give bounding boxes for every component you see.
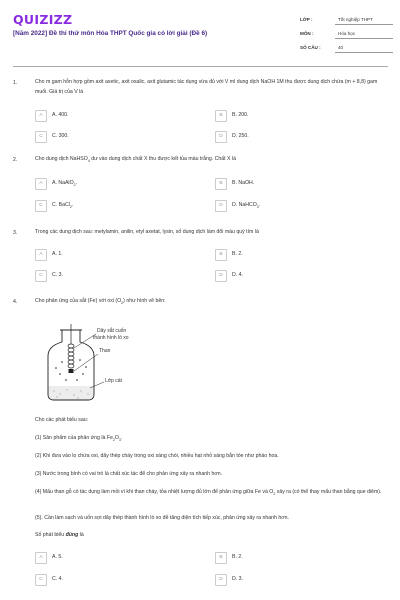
question-1-option-a[interactable]	[35, 110, 185, 121]
option-text-main: D. NaHCO	[232, 202, 257, 208]
question-4-text-post: ) như hình vẽ bên:	[123, 298, 166, 304]
question-2-option-b[interactable]	[215, 178, 365, 189]
question-4-number: 4.	[13, 299, 18, 305]
option-text: D. 250.	[232, 133, 249, 139]
option-letter-box: D	[215, 200, 227, 212]
question-1-option-c[interactable]	[35, 131, 185, 142]
subscript: 3	[118, 438, 121, 443]
label-wire: Dây sắt cuốn	[97, 328, 127, 334]
option-text	[232, 202, 260, 209]
document-title: [Năm 2022] Đề thi thử môn Hóa THPT Quốc gia có lời giải (Đề 6)	[13, 30, 208, 37]
ask-post: là	[78, 532, 84, 538]
statement-1-pre: (1) Sản phẩm của phản ứng là Fe	[35, 435, 113, 441]
statement-4	[35, 488, 385, 499]
option-letter-box: B	[215, 249, 227, 261]
statement-1-mid: O	[114, 435, 119, 441]
option-letter-box: C	[35, 200, 47, 212]
question-4-option-d[interactable]	[215, 574, 365, 585]
subscript: 4	[87, 159, 90, 164]
question-2-option-d[interactable]	[215, 200, 365, 211]
option-letter-box: C	[35, 131, 47, 143]
option-text	[52, 180, 77, 187]
meta-count-label: SỐ CÂU :	[300, 45, 321, 50]
option-letter-box: C	[35, 574, 47, 586]
question-3-text: Trong các dung dịch sau: metylamin, anilin, etyl axetat, lysin, số dung dịch làm đổi màu quỳ tím là	[35, 229, 259, 235]
statement-1	[35, 434, 385, 445]
label-carbon: Than	[99, 348, 111, 354]
option-text: B. 2.	[232, 554, 243, 560]
charcoal-piece	[69, 369, 74, 373]
option-text-main: A. NaAlO	[52, 180, 74, 186]
option-letter-box: D	[215, 270, 227, 282]
meta-subject-value: Hóa học	[338, 31, 356, 36]
option-letter-box: B	[215, 178, 227, 190]
question-2-option-a[interactable]	[35, 178, 185, 189]
option-text: D. 4.	[232, 272, 243, 278]
option-text-main: C. BaCl	[52, 202, 70, 208]
question-2-number: 2.	[13, 157, 18, 163]
statement-1-post: .	[120, 435, 123, 441]
sand-layer	[49, 386, 94, 400]
question-3-option-a[interactable]	[35, 249, 185, 260]
subscript: 2	[69, 205, 72, 210]
question-4-text	[35, 297, 385, 309]
meta-subject-label: MÔN :	[300, 31, 314, 36]
option-text: B. 200.	[232, 112, 249, 118]
question-4-ask	[35, 531, 385, 540]
question-2-text	[35, 155, 385, 167]
statement-5: (5). Cần làm sạch và uốn sợi dây thép thành hình lò xo để tăng diện tích tiếp xúc, phản ứng xảy ra nhanh hơn.	[35, 515, 289, 521]
option-text: A. 5.	[52, 554, 63, 560]
option-text: C. 4.	[52, 576, 63, 582]
option-letter-box: D	[215, 131, 227, 143]
statement-3: (3) Nước trong bình có vai trò là chất xúc tác để cho phản ứng xảy ra nhanh hơn.	[35, 471, 223, 477]
label-wire-2: thành hình lò xo	[93, 335, 129, 341]
label-sand: Lớp cát	[105, 378, 122, 384]
statement-2: (2) Khi đưa vào lọ chứa oxi, dây thép cháy trong oxi sáng chói, nhiều hạt nhỏ sáng bắn tóe như pháo hoa.	[35, 453, 279, 459]
question-4-option-c[interactable]	[35, 574, 185, 585]
subscript: 2	[273, 492, 276, 497]
meta-class-value: Tốt nghiệp THPT	[338, 17, 373, 22]
statement-4-post: xảy ra (có thể thay mẩu than bằng que diêm).	[275, 489, 382, 495]
option-letter-box: D	[215, 574, 227, 586]
ask-emphasis: đúng	[65, 532, 79, 538]
subscript: 2	[112, 438, 115, 443]
header-divider	[13, 66, 388, 67]
question-3-number: 3.	[13, 230, 18, 236]
subscript: 3	[256, 205, 259, 210]
option-text: D. 3.	[232, 576, 243, 582]
option-letter-box: A	[35, 249, 47, 261]
option-text-tail: .	[75, 180, 78, 186]
option-letter-box: C	[35, 270, 47, 282]
question-3-option-c[interactable]	[35, 270, 185, 281]
statements-intro: Cho các phát biểu sau:	[35, 417, 89, 423]
question-4-option-b[interactable]	[215, 552, 365, 563]
question-4-option-a[interactable]	[35, 552, 185, 563]
option-text: B. 2.	[232, 251, 243, 257]
option-letter-box: B	[215, 552, 227, 564]
question-1-number: 1.	[13, 80, 18, 86]
option-text-tail: .	[258, 202, 261, 208]
option-text: A. 400.	[52, 112, 69, 118]
question-3-option-d[interactable]	[215, 270, 365, 281]
option-letter-box: A	[35, 178, 47, 190]
question-2-text-post: dư vào dung dịch chất X thu được kết tủa màu trắng. Chất X là	[89, 156, 236, 162]
meta-count-underline	[335, 52, 393, 53]
question-1-option-b[interactable]	[215, 110, 365, 121]
iron-wire-coil	[68, 324, 74, 368]
option-text: C. 3.	[52, 272, 63, 278]
meta-count-value: 40	[338, 45, 344, 50]
meta-subject-underline	[335, 38, 393, 39]
subscript: 2	[73, 183, 76, 188]
statement-4-pre: (4) Mẩu than gỗ có tác dụng làm mồi vì khi than cháy, tỏa nhiệt lượng đủ lớn để phản ứng giữa Fe và O	[35, 489, 274, 495]
subscript: 2	[121, 301, 124, 306]
flask-illustration	[40, 322, 160, 402]
question-1-text: Cho m gam hỗn hợp gồm axit axetic, axit oxalic, axit glutamic tác dụng vừa đủ với V ml dung dịch NaOH 1M thu được dung dịch chứa (m + 8,8) gam muối. Giá trị của V là	[35, 79, 378, 95]
option-text	[52, 202, 73, 209]
option-letter-box: B	[215, 110, 227, 122]
option-text: B. NaOH.	[232, 180, 255, 186]
option-letter-box: A	[35, 552, 47, 564]
quizizz-logo: QUIZIZZ	[13, 12, 73, 27]
question-2-option-c[interactable]	[35, 200, 185, 211]
meta-class-underline	[335, 24, 393, 25]
ask-pre: Số phát biểu	[35, 532, 66, 538]
question-4-text-pre: Cho phản ứng của sắt (Fe) với oxi (O	[35, 298, 122, 304]
question-1-option-d[interactable]	[215, 131, 365, 142]
option-text: A. 1.	[52, 251, 63, 257]
iron-oxygen-diagram	[40, 322, 160, 402]
meta-class-label: LỚP :	[300, 17, 313, 22]
question-3-option-b[interactable]	[215, 249, 365, 260]
option-text: C. 300.	[52, 133, 69, 139]
question-2-text-pre: Cho dung dịch NaHSO	[35, 156, 88, 162]
option-letter-box: A	[35, 110, 47, 122]
option-text-tail: .	[71, 202, 74, 208]
sand-leader-line	[90, 382, 104, 388]
